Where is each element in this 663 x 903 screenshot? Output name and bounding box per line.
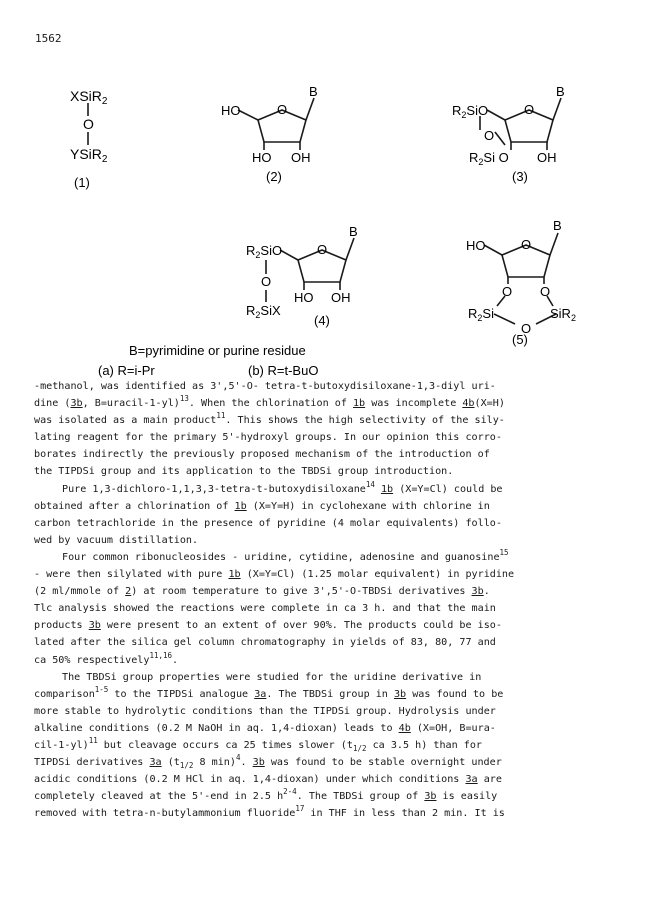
- paragraph-4: The TBDSi group properties were studied for the uridine derivative in comparison$^{1-5}$ to the TIPDSi analogue 3a. The TBDSi group in 3b was found to be more stable to hydrolytic conditions than the TIPDSi group. Hydrolysis under alkaline conditions (0.2 M NaOH in aq. 1,4-dioxan) leads to 4b (X=OH, B=ura- cil-1-yl)$^{11}$ but cleavage occurs ca 25 times slower ($t_{1/2}$ ca 3.5 h) than for TIPDSi derivatives 3a ($t_{1/2}$ 8 min)$^4$. 3b was found to be stable overnight under acidic conditions (0.2 M HCl in aq. 1,4-dioxan) under which conditions 3a are completely cleaved at the 5'-end in 2.5 $h^{2-4}$. The TBDSi group of 3b is easily removed with tetra-n-butylammonium fluoride$^{17}$ in THF in less than 2 min. It is: [34, 671, 505, 820]
- c5-label: (5): [512, 332, 528, 347]
- c2-ho: HO: [221, 103, 241, 118]
- legend-a-option: (a) R=i-Pr: [98, 363, 155, 378]
- c2-label: (2): [266, 169, 282, 184]
- c4-b: B: [349, 224, 358, 239]
- c4-label: (4): [314, 313, 330, 328]
- c5-r2si-left: $R_2Si$: [468, 306, 494, 323]
- chemical-structures-figure: [0, 70, 663, 395]
- c2-ring-o: O: [277, 102, 288, 117]
- c1-top: XSiR$_2$: [70, 88, 108, 107]
- c3-ring-o: O: [524, 102, 535, 117]
- c3-b: B: [556, 84, 565, 99]
- c5-o-right: O: [540, 284, 551, 299]
- paragraph-2: Pure 1,3-dichloro-1,1,3,3-tetra-t-butoxydisiloxane$^{14}$ 1b (X=Y=Cl) could be obtained after a chlorination of 1b (X=Y=H) in cyclohexane with chlorine in carbon tetrachloride in the presence of pyridine (4 molar equivalents) follo- wed by vacuum distillation.: [34, 479, 503, 546]
- structures-svg: [0, 70, 663, 395]
- c1-bottom: YSiR$_2$: [70, 146, 108, 165]
- c5-si-right: SiR$_2$: [550, 306, 576, 323]
- paragraph-1: -methanol, was identified as 3',5'-O- tetra-t-butoxydisiloxane-1,3-diyl uri- dine (3b, B=uracil-1-yl)$^{13}$. When the chlorination of 1b was incomplete 4b(X=H) was isolated as a main product$^{11}$. This shows the high selectivity of the sily- lating reagent for the primary 5'-hydroxyl groups. In our opinion this corro- borates indirectly the previously proposed mechanism of the introduction of the TIPDSi group and its application to the TBDSi group introduction.: [34, 381, 505, 478]
- c5-b: B: [553, 218, 562, 233]
- c3-label: (3): [512, 169, 528, 184]
- c5-o-left: O: [502, 284, 513, 299]
- c1-middle: O: [83, 116, 94, 132]
- c4-ring-o: O: [317, 242, 328, 257]
- c3-r2si: $R_2Si$ O: [469, 150, 509, 167]
- c4-bridge-o: O: [261, 274, 272, 289]
- c4-oh: OH: [331, 290, 351, 305]
- c5-o-bottom: O: [521, 321, 532, 336]
- c2-b: B: [309, 84, 318, 99]
- c4-r2sio: $R_2SiO$: [246, 243, 283, 260]
- c1-label: (1): [74, 175, 90, 190]
- paragraph-3: Four common ribonucleosides - uridine, cytidine, adenosine and guanosine$^{15}$ - were then silylated with pure 1b (X=Y=Cl) (1.25 molar equivalent) in pyridine (2 ml/mmole of 2) at room temperature to give 3',5'-O-TBDSi derivatives 3b. Tlc analysis showed the reactions were complete in ca 3 h. and that the main products 3b were present to an extent of over 90%. The products could be iso- lated after the silica gel column chromatography in yields of 83, 80, 77 and ca 50% respectively$^{11,16}$.: [34, 547, 515, 666]
- c2-ho-left: HO: [252, 150, 272, 165]
- c3-r2sio: $R_2SiO$: [452, 103, 489, 120]
- c2-oh-right: OH: [291, 150, 311, 165]
- c4-ho: HO: [294, 290, 314, 305]
- legend-b: B=pyrimidine or purine residue: [129, 343, 306, 358]
- c5-ring-o: O: [521, 237, 532, 252]
- c3-bridge-o: O: [484, 128, 495, 143]
- c4-r2six: $R_2SiX$: [246, 303, 281, 320]
- c5-ho: HO: [466, 238, 486, 253]
- legend-b-option: (b) R=t-BuO: [248, 363, 319, 378]
- page-number: 1562: [35, 32, 62, 45]
- body-text: [34, 378, 630, 822]
- c3-oh: OH: [537, 150, 557, 165]
